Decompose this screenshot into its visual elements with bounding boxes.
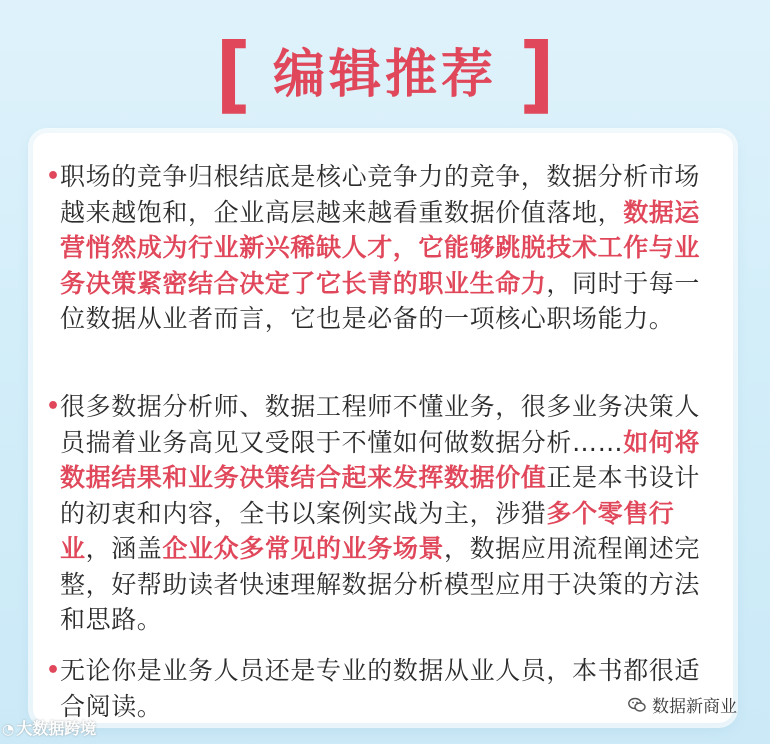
paragraph-2-highlight: 企业众多常见的业务场景 xyxy=(162,534,445,563)
paragraph-1 xyxy=(46,159,712,337)
title-left-bracket: [ xyxy=(215,26,251,124)
paragraph-1-text: ，同时于每一位数据从业者而言，它也是必备的一项核心职场能力。 xyxy=(60,268,701,333)
paragraph-2-highlight: 如何将数据结果和业务决策结合起来发挥数据价值 xyxy=(60,427,701,492)
paragraph-1-text: 职场的竞争归根结底是核心竞争力的竞争，数据分析市场越来越饱和，企业高层越来越看重数据价值落地， xyxy=(60,162,701,227)
watermark-right xyxy=(628,692,737,717)
bullet-dot: • xyxy=(46,394,61,419)
paragraph-1-highlight: 数据运营悄然成为行业新兴稀缺人才，它能够跳脱技术工作与业务决策紧密结合决定了它长青的职业生命力 xyxy=(60,197,701,298)
paragraph-2 xyxy=(46,389,712,638)
paragraph-2-text: 很多数据分析师、数据工程师不懂业务，很多业务决策人员揣着业务高见又受限于不懂如何做数据分析…… xyxy=(60,392,701,457)
recommendation-card xyxy=(33,133,733,723)
wechat-icon xyxy=(628,697,646,713)
title-right-bracket: ] xyxy=(519,26,555,124)
weibo-icon: ◔ xyxy=(2,722,15,738)
watermark-left xyxy=(2,716,96,739)
header xyxy=(0,26,770,124)
paragraph-3-text: 无论你是业务人员还是专业的数据从业人员，本书都很适合阅读。 xyxy=(60,656,701,721)
paragraph-2-text: ，数据应用流程阐述完整，好帮助读者快速理解数据分析模型应用于决策的方法和思路。 xyxy=(60,534,701,634)
paragraph-2-text: 正是本书设计的初衷和内容，全书以案例实战为主，涉猎 xyxy=(60,463,701,528)
bullet-dot: • xyxy=(46,164,61,189)
watermark-right-text: 数据新商业 xyxy=(652,697,737,717)
watermark-left-text: 大数据跨境 xyxy=(16,719,97,738)
paragraph-3 xyxy=(46,653,712,724)
paragraph-2-highlight: 多个零售行业 xyxy=(60,498,675,563)
page-title: 编辑推荐 xyxy=(272,45,497,105)
bullet-dot: • xyxy=(46,658,61,683)
paragraph-2-text: ，涵盖 xyxy=(85,534,163,563)
